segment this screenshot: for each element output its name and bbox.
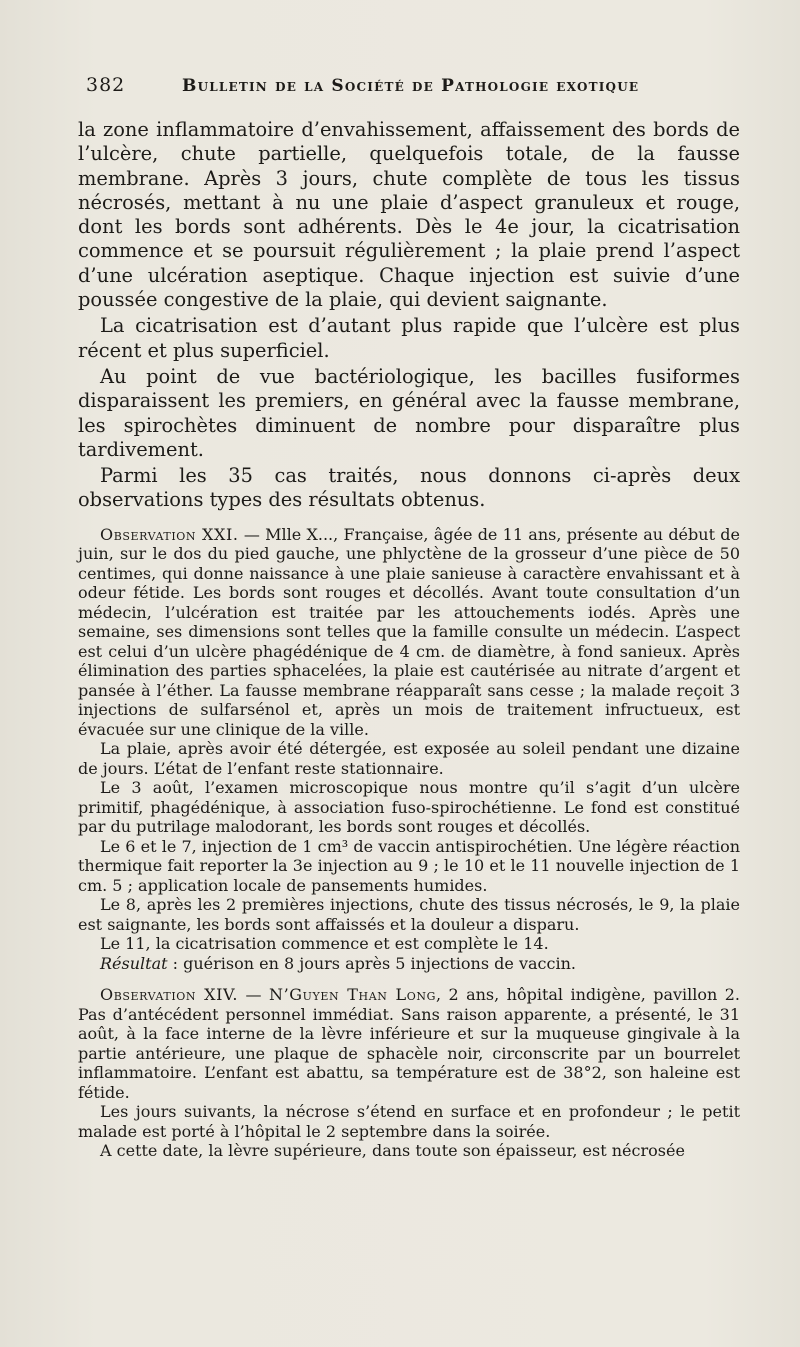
observation-xxi bbox=[78, 525, 740, 974]
running-title: Bulletin de la Société de Pathologie exotique bbox=[182, 76, 640, 96]
observation-xiv bbox=[78, 985, 740, 1161]
observation-text: , 2 ans, hôpital indigène, pavillon 2. Pas d’antécédent personnel immédiat. Sans raison apparente, a présenté, le 31 août, à la face interne de la lèvre inférieure et sur la muqueuse gingivale à la partie antérieure, une plaque de sphacèle noir, circonscrite par un bourrelet inflammatoire. L’enfant est abattu, sa température est de 38°2, son haleine est fétide. bbox=[78, 985, 741, 1102]
page-number: 382 bbox=[86, 74, 126, 96]
result-line bbox=[78, 954, 740, 974]
observation-intro bbox=[78, 525, 740, 740]
paragraph: Parmi les 35 cas traités, nous donnons ci-après deux observations types des résultats obtenus. bbox=[78, 464, 740, 512]
paragraph: Les jours suivants, la nécrose s’étend en surface et en profondeur ; le petit malade est porté à l’hôpital le 2 septembre dans la soirée. bbox=[78, 1102, 740, 1141]
body-text bbox=[78, 118, 740, 1161]
paragraph: Le 8, après les 2 premières injections, chute des tissus nécrosés, le 9, la plaie est saignante, les bords sont affaissés et la douleur a disparu. bbox=[78, 895, 740, 934]
paragraph: A cette date, la lèvre supérieure, dans toute son épaisseur, est nécrosée bbox=[100, 1141, 685, 1161]
observation-intro bbox=[78, 985, 740, 1102]
running-header bbox=[86, 74, 724, 102]
main-text bbox=[78, 118, 740, 513]
observation-label: Observation XXI. bbox=[100, 524, 239, 544]
paragraph: La cicatrisation est d’autant plus rapide que l’ulcère est plus récent et plus superficiel. bbox=[78, 314, 740, 362]
paragraph: Le 3 août, l’examen microscopique nous montre qu’il s’agit d’un ulcère primitif, phagédénique, à association fuso-spirochétienne. Le fond est constitué par du putrilage malodorant, les bords sont rouges et décollés. bbox=[78, 778, 740, 837]
paragraph: Au point de vue bactériologique, les bacilles fusiformes disparaissent les premiers, en général avec la fausse membrane, les spirochètes diminuent de nombre pour disparaître plus tardivement. bbox=[78, 364, 740, 461]
dash: — bbox=[238, 985, 269, 1005]
paragraph: La plaie, après avoir été détergée, est exposée au soleil pendant une dizaine de jours. L’état de l’enfant reste stationnaire. bbox=[78, 739, 740, 778]
paragraph: Le 6 et le 7, injection de 1 cm³ de vaccin antispirochétien. Une légère réaction thermique fait reporter la 3e injection au 9 ; le 10 et le 11 nouvelle injection de 1 cm. 5 ; application locale de pansements humides. bbox=[78, 836, 740, 895]
result-label: Résultat bbox=[100, 953, 168, 973]
paragraph: Le 11, la cicatrisation commence et est complète le 14. bbox=[100, 934, 549, 954]
observation-text: — Mlle X..., Française, âgée de 11 ans, présente au début de juin, sur le dos du pied gauche, une phlyctène de la grosseur d’une pièce de 50 centimes, qui donne naissance à une plaie sanieuse à caractère envahissant et à odeur fétide. Les bords sont rouges et décollés. Avant toute consultation d’un médecin, l’ulcération est traitée par les attouchements iodés. Après une semaine, ses dimensions sont telles que la famille consulte un médecin. L’aspect est celui d’un ulcère phagédénique de 4 cm. de diamètre, à fond sanieux. Après élimination des parties sphacelées, la plaie est cautérisée au nitrate d’argent et pansée à l’éther. La fausse membrane réapparaît sans cesse ; la malade reçoit 3 injections de sulfarsénol et, après un mois de traitement infructueux, est évacuée sur une clinique de la ville. bbox=[78, 524, 740, 739]
patient-name: N’Guyen Than Long bbox=[268, 985, 436, 1005]
observation-label: Observation XIV. bbox=[100, 985, 239, 1005]
result-text: : guérison en 8 jours après 5 injections de vaccin. bbox=[167, 953, 576, 973]
paragraph: la zone inflammatoire d’envahissement, affaissement des bords de l’ulcère, chute partielle, quelquefois totale, de la fausse membrane. Après 3 jours, chute complète de tous les tissus nécrosés, mettant à nu une plaie d’aspect granuleux et rouge, dont les bords sont adhérents. Dès le 4e jour, la cicatrisation commence et se poursuit régulièrement ; la plaie prend l’aspect d’une ulcération aseptique. Chaque injection est suivie d’une poussée congestive de la plaie, qui devient saignante. bbox=[78, 118, 740, 312]
